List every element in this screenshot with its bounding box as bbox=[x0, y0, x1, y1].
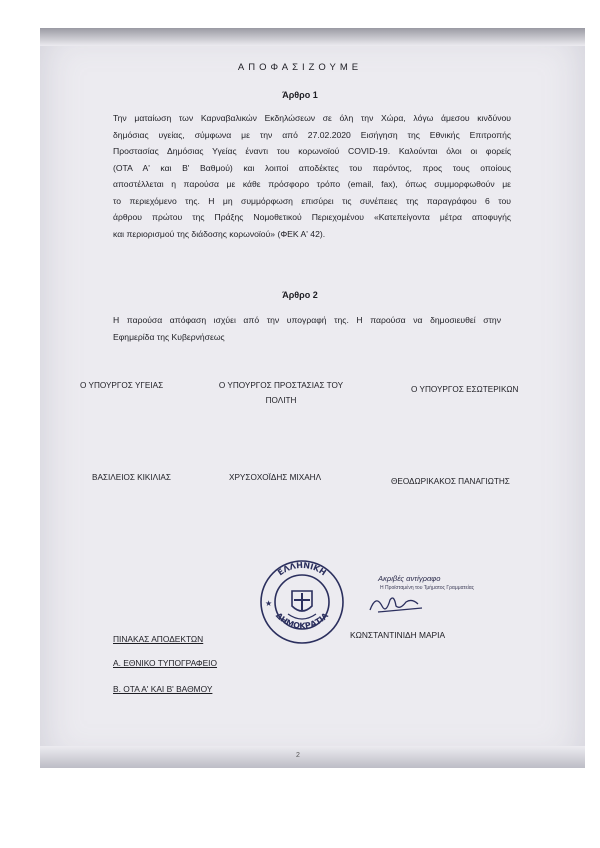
article-2-title: Άρθρο 2 bbox=[282, 290, 318, 300]
article-1-body bbox=[113, 110, 511, 242]
protection-minister-title-line2: ΠΟΛΙΤΗ bbox=[265, 396, 297, 405]
official-seal-stamp bbox=[258, 558, 346, 646]
scan-bottom-shadow bbox=[40, 746, 585, 768]
article-1-title: Άρθρο 1 bbox=[282, 90, 318, 100]
certification-note: Ακριβές αντίγραφο bbox=[378, 574, 441, 583]
protection-minister-title-line1: Ο ΥΠΟΥΡΓΟΣ ΠΡΟΣΤΑΣΙΑΣ ΤΟΥ bbox=[218, 381, 344, 390]
health-minister-name: ΒΑΣΙΛΕΙΟΣ ΚΙΚΙΛΙΑΣ bbox=[92, 473, 171, 482]
distribution-list-title: ΠΙΝΑΚΑΣ ΑΠΟΔΕΚΤΩΝ bbox=[113, 634, 204, 644]
interior-minister-name: ΘΕΟΔΩΡΙΚΑΚΟΣ ΠΑΝΑΓΙΩΤΗΣ bbox=[391, 477, 510, 486]
handwritten-signature bbox=[366, 592, 426, 616]
article-1-line: Την ματαίωση των Καρναβαλικών Εκδηλώσεων σε όλη την Χώρα, λόγω άμεσου κινδύνου bbox=[113, 113, 511, 123]
seal-star-icon: ★ bbox=[265, 599, 273, 608]
certifying-officer-name: ΚΩΝΣΤΑΝΤΙΝΙΔΗ ΜΑΡΙΑ bbox=[350, 630, 446, 640]
article-1-line: Προστασίας Δημόσιας Υγείας έναντι του κορωνοϊού COVID-19. Καλούνται όλοι οι φορείς bbox=[113, 146, 511, 156]
article-1-line: και περιορισμού της διάδοσης κορωνοϊού» (ΦΕΚ Α' 42). bbox=[113, 228, 326, 239]
article-1-line: αποστέλλεται η παρούσα με κάθε πρόσφορο τρόπο (email, fax), όπως συμμορφωθούν με bbox=[113, 179, 511, 189]
distribution-item: Α. ΕΘΝΙΚΟ ΤΥΠΟΓΡΑΦΕΙΟ bbox=[113, 658, 218, 668]
article-1-line: άρθρου πρώτου της Πράξης Νομοθετικού Περιεχομένου «Κατεπείγοντα μέτρα αποφυγής bbox=[113, 212, 511, 222]
interior-minister-title: Ο ΥΠΟΥΡΓΟΣ ΕΣΩΤΕΡΙΚΩΝ bbox=[411, 385, 519, 394]
protection-minister-name: ΧΡΥΣΟΧΟΪΔΗΣ ΜΙΧΑΗΛ bbox=[229, 473, 322, 482]
seal-text-top: ΕΛΛΗΝΙΚΗ bbox=[276, 560, 328, 578]
distribution-item: Β. ΟΤΑ Α' ΚΑΙ Β' ΒΑΘΜΟΥ bbox=[113, 684, 213, 694]
article-2-line: Η παρούσα απόφαση ισχύει από την υπογραφή της. Η παρούσα να δημοσιευθεί στην bbox=[113, 315, 501, 325]
certification-subtitle: Η Προϊσταμένη του Τμήματος Γραμματείας bbox=[380, 585, 475, 591]
seal-text-bottom: ΔΗΜΟΚΡΑΤΙΑ bbox=[273, 611, 331, 631]
scan-top-shadow bbox=[40, 28, 585, 46]
health-minister-title: Ο ΥΠΟΥΡΓΟΣ ΥΓΕΙΑΣ bbox=[80, 381, 164, 390]
article-1-line: το περιεχόμενο της. Η μη συμμόρφωση επισύρει τις συνέπειες της παραγράφου 6 του bbox=[113, 195, 511, 206]
article-2-line: Εφημερίδα της Κυβερνήσεως bbox=[113, 331, 225, 342]
page-number: 2 bbox=[296, 752, 300, 759]
coat-of-arms-icon bbox=[288, 591, 316, 619]
article-1-line: δημόσιας υγείας, σύμφωνα με την από 27.02.2020 Εισήγηση της Εθνικής Επιτροπής bbox=[113, 129, 511, 140]
protection-minister-title bbox=[216, 381, 346, 405]
decision-heading: ΑΠΟΦΑΣΙΖΟΥΜΕ bbox=[237, 62, 363, 73]
article-1-line: (ΟΤΑ Α' και Β' Βαθμού) και λοιποί αποδέκτες του παρόντος, προς τους οποίους bbox=[113, 162, 511, 173]
article-2-body bbox=[113, 312, 501, 345]
